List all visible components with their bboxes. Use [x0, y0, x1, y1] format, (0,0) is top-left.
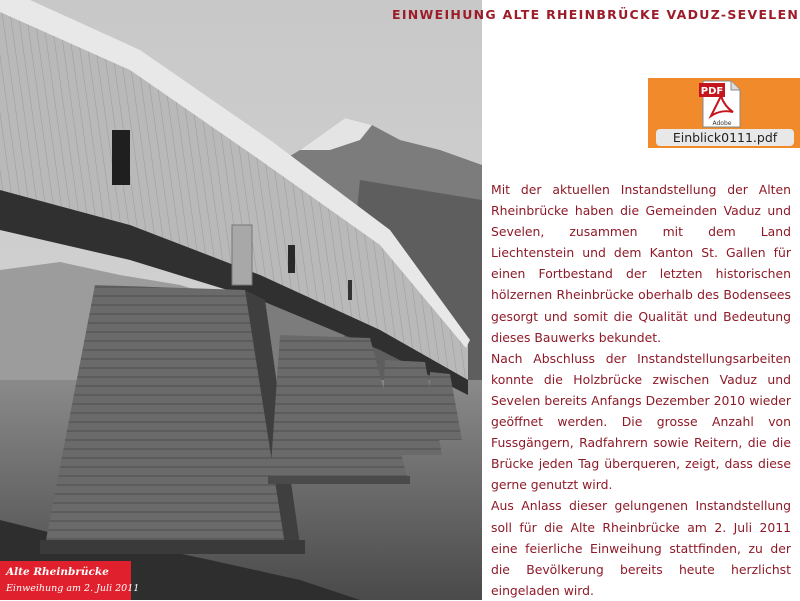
pdf-vendor-text: Adobe — [712, 120, 732, 127]
article-body — [491, 179, 791, 601]
pdf-badge-text: PDF — [700, 86, 724, 97]
pdf-download-link[interactable] — [648, 78, 800, 148]
article-paragraph: Nach Abschluss der Instandstellungsarbeiten konnte die Holzbrücke zwischen Vaduz und Sevelen bereits Anfangs Dezember 2010 wieder geöffnet werden. Die grosse Anzahl von Fussgängern, Radfahrern sowie Reitern, die die Brücke jeden Tag überqueren, zeigt, dass diese gerne genutzt wird. — [491, 350, 791, 493]
caption-title: Alte Rheinbrücke — [6, 566, 109, 578]
pdf-file-icon — [697, 80, 745, 128]
page-title: EINWEIHUNG ALTE RHEINBRÜCKE VADUZ-SEVELEN — [392, 7, 800, 22]
article-paragraph: Mit der aktuellen Instandstellung der Alten Rheinbrücke haben die Gemeinden Vaduz und Sevelen, zusammen mit dem Land Liechtenstein und dem Kanton St. Gallen für einen Fortbestand der letzten historischen hölzernen Rheinbrücke oberhalb des Bodensees gesorgt und somit die Qualität und Bedeutung dieses Bauwerks bekundet. — [491, 182, 791, 345]
pdf-filename[interactable]: Einblick0111.pdf — [656, 129, 794, 146]
caption-date: Einweihung am 2. Juli 2011 — [6, 583, 140, 594]
article-paragraph: Aus Anlass dieser gelungenen Instandstellung soll für die Alte Rheinbrücke am 2. Juli 2011 eine feierliche Einweihung stattfinden, zu der die Bevölkerung bereits heute herzlichst eingeladen wird. — [491, 498, 791, 598]
photo-caption — [0, 561, 140, 600]
